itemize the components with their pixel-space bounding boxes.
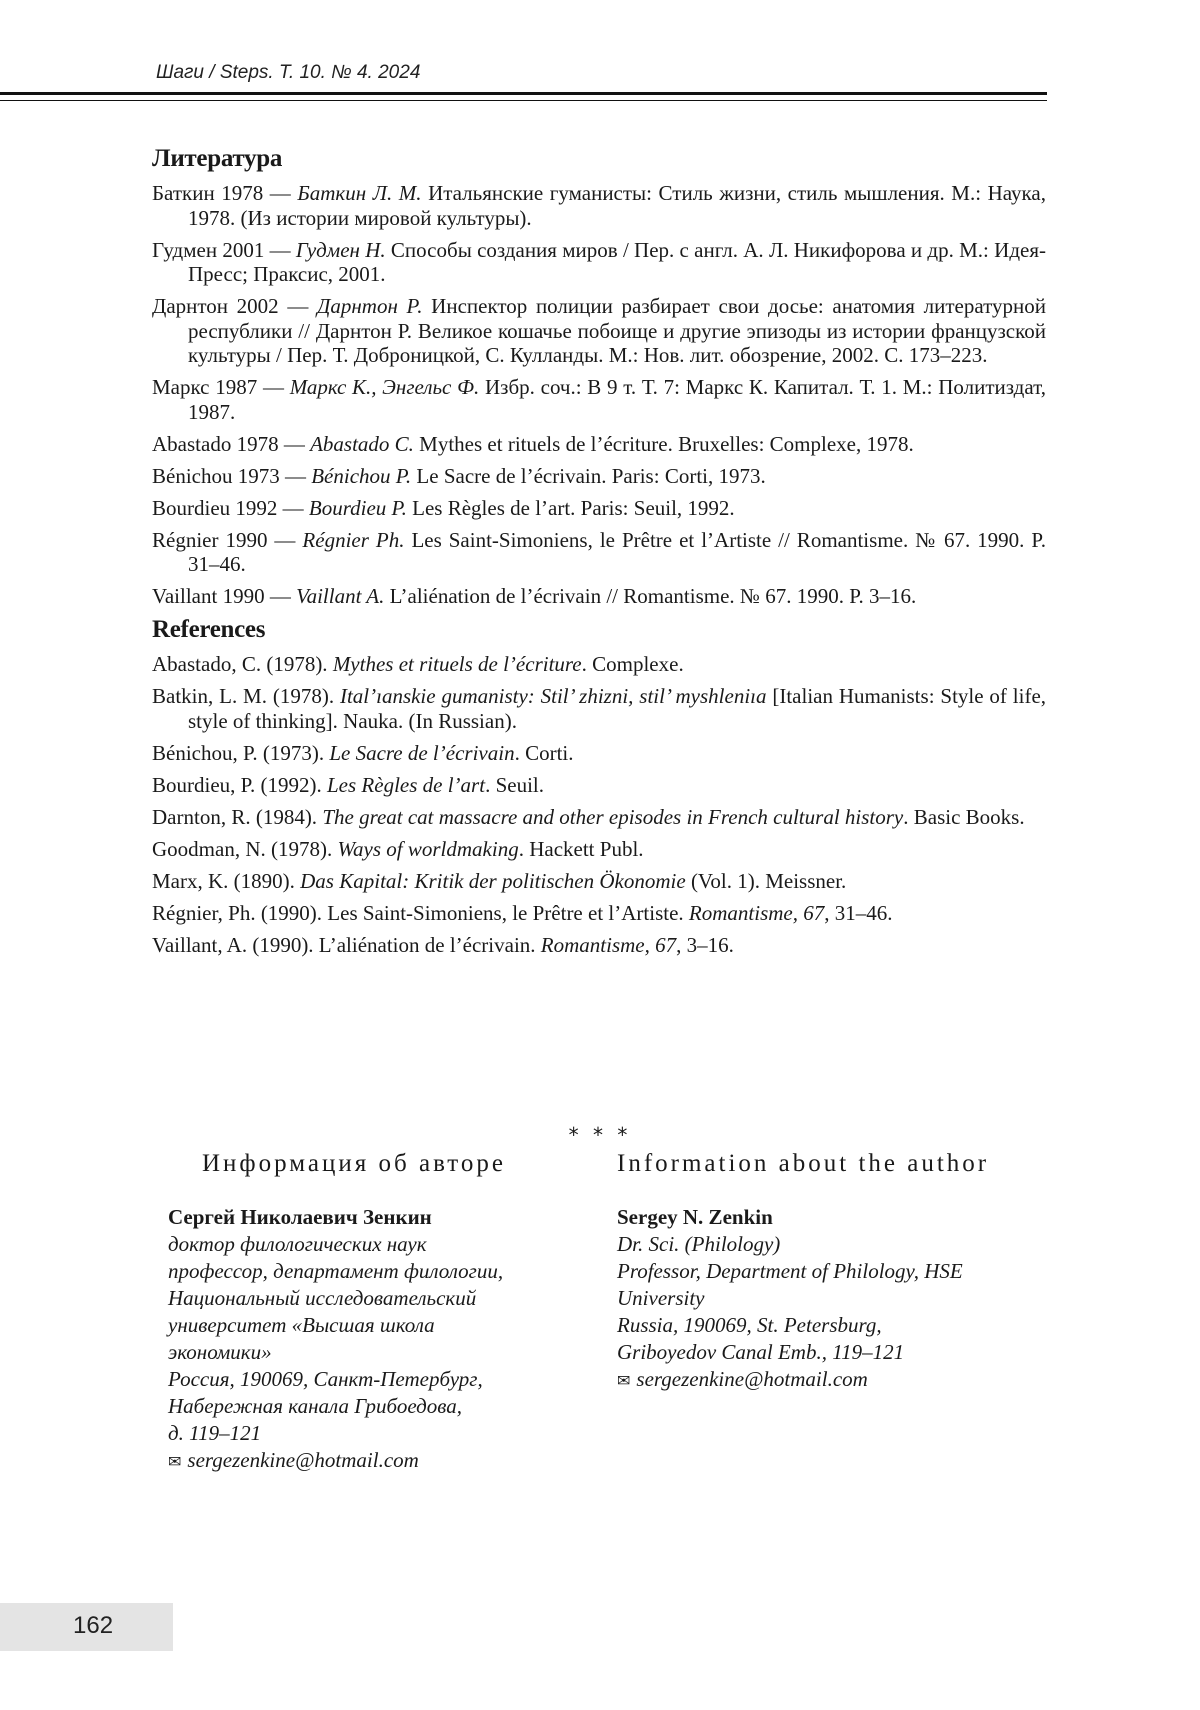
reference-item xyxy=(152,773,1046,798)
author-details-en xyxy=(617,1231,1057,1366)
ref-before: Goodman, N. (1978). xyxy=(152,836,338,861)
reference-item xyxy=(152,837,1046,862)
ref-author: Abastado C. xyxy=(310,431,414,456)
author-detail-line: доктор филологических наук xyxy=(168,1232,427,1256)
header-rule-thin xyxy=(0,100,1047,101)
literature-item xyxy=(152,432,1046,457)
reference-item xyxy=(152,869,1046,894)
author-details-ru xyxy=(168,1231,578,1447)
author-detail-line: Russia, 190069, St. Petersburg, xyxy=(617,1313,882,1337)
author-name-ru: Сергей Николаевич Зенкин xyxy=(168,1205,432,1229)
ref-after: . Seuil. xyxy=(485,772,544,797)
author-heading-ru: Информация об авторе xyxy=(202,1150,506,1177)
ref-after: , 3–16. xyxy=(676,932,734,957)
ref-prefix: Гудмен 2001 — xyxy=(152,237,296,262)
literature-heading: Литература xyxy=(152,145,283,172)
author-email-en[interactable] xyxy=(617,1366,1057,1395)
ref-author: Гудмен Н. xyxy=(295,237,386,262)
reference-item xyxy=(152,741,1046,766)
ref-title: Ways of worldmaking xyxy=(337,836,519,861)
ref-text: Итальянские гуманисты: Стиль жизни, стиль мышления. М.: Наука, 1978. (Из истории мировой культуры). xyxy=(188,181,1047,230)
author-heading-en: Information about the author xyxy=(617,1150,990,1177)
author-name-en: Sergey N. Zenkin xyxy=(617,1205,773,1229)
envelope-icon: ✉ xyxy=(168,1454,182,1471)
ref-prefix: Vaillant 1990 — xyxy=(152,584,297,608)
ref-title: Mythes et rituels de l’écriture xyxy=(332,652,582,676)
ref-after: . Complexe. xyxy=(581,652,684,676)
ref-text: Избр. соч.: В 9 т. Т. 7: Маркс К. Капитал. Т. 1. М.: Политиздат, 1987. xyxy=(188,375,1046,424)
ref-title: Ital’ıanskie gumanisty: Stil’ zhizni, stil’ myshleniıa xyxy=(339,684,767,708)
ref-text: L’aliénation de l’écrivain // Romantisme. № 67. 1990. P. 3–16. xyxy=(384,584,917,608)
ref-after: . Corti. xyxy=(514,740,574,765)
section-separator: * * * xyxy=(568,1123,632,1147)
ref-title: Romantisme, 67 xyxy=(688,900,825,925)
literature-list xyxy=(152,181,1046,609)
ref-title: The great cat massacre and other episodes in French cultural history xyxy=(322,804,904,829)
ref-text: Le Sacre de l’écrivain. Paris: Corti, 1973. xyxy=(411,463,766,488)
ref-before: Abastado, C. (1978). xyxy=(152,652,333,676)
ref-after: (Vol. 1). Meissner. xyxy=(685,868,847,893)
ref-title: Romantisme, 67 xyxy=(540,932,677,957)
literature-item xyxy=(152,181,1046,230)
author-detail-line: Griboyedov Canal Emb., 119–121 xyxy=(617,1340,905,1364)
ref-text: Mythes et rituels de l’écriture. Bruxelles: Complexe, 1978. xyxy=(413,431,914,456)
author-detail-line: экономики» xyxy=(168,1340,272,1364)
author-detail-line: Национальный исследовательский xyxy=(168,1286,477,1310)
literature-item xyxy=(152,528,1046,577)
author-detail-line: д. 119–121 xyxy=(168,1421,262,1445)
ref-title: Les Règles de l’art xyxy=(327,772,486,797)
ref-title: Le Sacre de l’écrivain xyxy=(329,740,515,765)
ref-author: Баткин Л. М. xyxy=(297,181,422,205)
literature-item xyxy=(152,375,1046,424)
author-info-ru xyxy=(168,1150,578,1476)
ref-author: Régnier Ph. xyxy=(302,527,405,552)
reference-item xyxy=(152,684,1046,733)
author-detail-line: University xyxy=(617,1286,705,1310)
ref-text: Инспектор полиции разбирает свои досье: анатомия литературной республики // Дарнтон Р. Великое кошачье побоище и другие эпизоды из истории французской культуры / Пер. Т. Доброницкой, С. Кулланды. М.: Нов. лит. обозрение, 2002. С. 173–223. xyxy=(188,294,1046,367)
ref-before: Bénichou, P. (1973). xyxy=(152,740,330,765)
ref-author: Vaillant A. xyxy=(296,584,385,608)
ref-author: Дарнтон Р. xyxy=(317,294,423,318)
ref-text: Способы создания миров / Пер. с англ. А. Л. Никифорова и др. М.: Идея-Пресс; Праксис, 2001. xyxy=(188,237,1046,286)
email-text-en[interactable]: sergezenkine@hotmail.com xyxy=(636,1367,868,1391)
author-detail-line: профессор, департамент филологии, xyxy=(168,1259,504,1283)
reference-item xyxy=(152,901,1046,926)
literature-item xyxy=(152,294,1046,368)
literature-item xyxy=(152,238,1046,287)
ref-prefix: Баткин 1978 — xyxy=(152,181,298,205)
ref-text: Les Règles de l’art. Paris: Seuil, 1992. xyxy=(406,495,735,520)
references-heading: References xyxy=(152,616,266,643)
ref-before: Darnton, R. (1984). xyxy=(152,804,323,829)
author-detail-line: Набережная канала Грибоедова, xyxy=(168,1394,462,1418)
author-detail-line: Россия, 190069, Санкт-Петербург, xyxy=(168,1367,483,1391)
ref-prefix: Bénichou 1973 — xyxy=(152,463,312,488)
ref-prefix: Дарнтон 2002 — xyxy=(152,294,318,318)
author-detail-line: Professor, Department of Philology, HSE xyxy=(617,1259,963,1283)
literature-item xyxy=(152,496,1046,521)
author-detail-line: Dr. Sci. (Philology) xyxy=(617,1232,781,1256)
literature-item xyxy=(152,464,1046,489)
ref-after: . Hackett Publ. xyxy=(518,836,644,861)
main-content xyxy=(152,145,1046,965)
page-number: 162 xyxy=(73,1612,114,1639)
ref-prefix: Маркс 1987 — xyxy=(152,375,290,399)
ref-after: [Italian Humanists: Style of life, style of thinking]. Nauka. (In Russian). xyxy=(188,684,1047,733)
reference-item xyxy=(152,805,1046,830)
ref-author: Bénichou P. xyxy=(311,463,412,488)
author-email-ru[interactable] xyxy=(168,1447,578,1476)
reference-item xyxy=(152,652,1046,677)
ref-before: Vaillant, A. (1990). L’aliénation de l’écrivain. xyxy=(152,932,541,957)
ref-prefix: Bourdieu 1992 — xyxy=(152,495,309,520)
ref-after: . Basic Books. xyxy=(903,804,1025,829)
reference-item xyxy=(152,933,1046,958)
ref-author: Bourdieu P. xyxy=(308,495,407,520)
page-number-box xyxy=(0,1603,173,1651)
author-info-en xyxy=(617,1150,1057,1395)
email-text-ru[interactable]: sergezenkine@hotmail.com xyxy=(187,1448,419,1472)
ref-before: Batkin, L. M. (1978). xyxy=(152,684,340,708)
ref-after: , 31–46. xyxy=(824,900,893,925)
envelope-icon: ✉ xyxy=(617,1373,631,1390)
ref-prefix: Abastado 1978 — xyxy=(152,431,311,456)
ref-text: Les Saint-Simoniens, le Prêtre et l’Artiste // Romantisme. № 67. 1990. P. 31–46. xyxy=(188,527,1047,576)
ref-title: Das Kapital: Kritik der politischen Ökonomie xyxy=(300,868,686,893)
running-head: Шаги / Steps. Т. 10. № 4. 2024 xyxy=(156,62,421,83)
ref-before: Marx, K. (1890). xyxy=(152,868,301,893)
ref-before: Régnier, Ph. (1990). Les Saint-Simoniens, le Prêtre et l’Artiste. xyxy=(152,900,689,925)
ref-before: Bourdieu, P. (1992). xyxy=(152,772,327,797)
header-rule-thick xyxy=(0,92,1047,95)
ref-author: Маркс К., Энгельс Ф. xyxy=(289,375,480,399)
literature-item xyxy=(152,584,1046,609)
ref-prefix: Régnier 1990 — xyxy=(152,527,303,552)
author-detail-line: университет «Высшая школа xyxy=(168,1313,435,1337)
references-list xyxy=(152,652,1046,957)
